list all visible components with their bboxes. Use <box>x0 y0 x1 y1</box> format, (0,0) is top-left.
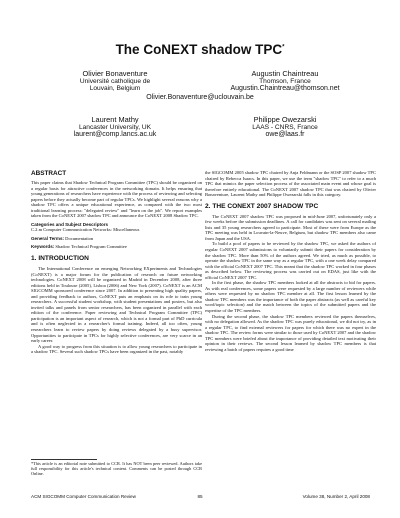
categories-line <box>31 222 202 233</box>
author-affiliation: Université catholique de <box>79 77 151 85</box>
keywords-line <box>31 244 202 250</box>
section-1-paragraph: A good way to progress from this situation is to allow young researchers to participate in a shadow TPC. Several such shadow TPCs have been organized in the past, notably <box>31 343 202 355</box>
author-email: laurent@comp.lancs.ac.uk <box>73 131 157 139</box>
keywords-text: Shadow Technical Program Committee <box>55 244 127 250</box>
author-block-1 <box>30 70 200 93</box>
general-terms-line <box>31 236 202 242</box>
paragraph: the SIGCOMM 2005 shadow TPC chaired by Anja Feldmann or the SOSP 2007 shadow TPC chaired by Rebecca Isaacs. In this paper, we use the term "shadow TPC" to refer to a much TPC that mimics the paper selection process of the associated main event and whose goal is therefore entirely educational. The CoNEXT 2007 shadow TPC that was chaired by Olivier Bonaventure, Laurent Mathy and Philippe Owezarski falls in this category. <box>205 170 376 198</box>
footer-volume: Volume 38, Number 2, April 2008 <box>302 494 370 499</box>
general-terms-text: Documentation <box>65 235 94 241</box>
author-email: Augustin.Chaintreau@thomson.net <box>230 85 340 93</box>
author-affiliation: Louvain, Belgium <box>89 85 141 93</box>
author-affiliation: Thomson, France <box>259 77 311 85</box>
keywords-label: Keywords: <box>31 244 55 250</box>
categories-label: Categories and Subject Descriptors <box>31 221 109 227</box>
left-column <box>31 170 202 355</box>
author-name: Philippe Owezarski <box>253 115 317 124</box>
section-2-paragraph: In the first phase, the shadow TPC members looked at all the abstracts to bid for papers. As with real conferences, some papers were requested by a large number of reviewers while others were requested by no shadow TPC member at all. The first lesson learned by the shadow TPC members was the importance of both the paper abstracts (as well as careful key word/topic selection) and the match between the topics of the submitted papers and the expertise of the TPC members. <box>205 280 376 314</box>
right-column <box>205 170 376 352</box>
author-block-4 <box>200 116 370 139</box>
author-email-shared: Olivier.Bonaventure@uclouvain.be <box>146 94 254 101</box>
categories-text: C.2.m Computer Communication Networks: Miscellaneous <box>31 227 140 233</box>
author-name: Augustin Chaintreau <box>251 69 319 78</box>
abstract-text: This paper claims that Shadow Technical Program Committee (TPC) should be organized on a regular basis for attractive conferences in the networking domain. It helps ensuring that young generations of researchers have experience with the process of reviewing and selecting papers before they actually become part of regular TPCs. We highlight several reasons why a shadow TPC offers a unique educational experience, as compared with the two most traditional learning process: "delegated review" and "learn on the job". We report examples taken from the CoNEXT 2007 shadow TPC and announce the CoNEXT 2008 Shadow TPC. <box>31 180 202 219</box>
section-2-heading: 2. THE CONEXT 2007 SHADOW TPC <box>205 202 319 210</box>
footnote: *This article is an editorial note submitted to CCR. It has NOT been peer reviewed. Authors take full responsibility for this article's technical content. Comments can be posted through CCR Online. <box>31 461 202 477</box>
section-1-heading: 1. INTRODUCTION <box>31 255 89 263</box>
footnote-rule <box>31 459 97 460</box>
abstract-heading: ABSTRACT <box>31 170 67 177</box>
section-1-paragraph: The International Conference on emerging Networking EXperiments and Technologies (CoNEXT) is a major forum for the publication of research on future networking technologies. CoNEXT 2008 will be organized in Madrid in December 2008, after three editions held in Toulouse (2005), Lisboa (2006) and New York (2007). CoNEXT is an ACM SIGCOMM sponsored conference since 2007. In addition to presenting high quality papers, and providing feedback to authors, CoNEXT puts an emphasis on its role to train young researchers. A successful student workshop, with student presentations and posters, but also invited talks and panels from senior researchers, has been organized in parallel with each edition of the conference. Paper reviewing and Technical Program Committee (TPC) participation is an important aspect of research, which is not a formal part of PhD curricula and is often neglected in a researcher's formal training. Indeed, all too often, young researchers learn to review papers by doing reviews delegated by a busy supervisor. Opportunities to participate in TPCs for highly selective conferences, are very scarce in an early career. <box>31 266 202 344</box>
general-terms-label: General Terms: <box>31 235 65 241</box>
author-affiliation: Lancaster University, UK <box>78 123 152 131</box>
section-2-paragraph: During the second phase, the shadow TPC members reviewed the papers themselves, with no delegation allowed. As the shadow TPC was purely educational, we did not try, as in a regular TPC, to find external reviewers for papers for which there was no expert in the shadow TPC. The review forms were similar to those used by CoNEXT 2007 and the shadow TPC members were briefed about the importance of providing detailed text motivating their opinion in their reviews. The second lesson learned by shadow TPC members is that reviewing a batch of papers requires a good time <box>205 313 376 352</box>
section-2-paragraph: To build a pool of papers to be reviewed by the shadow TPC, we asked the authors of regular CoNEXT 2007 submissions to voluntarily submit their papers for consideration by the shadow TPC. More than 50% of the authors agreed. We tried, as much as possible, to operate the shadow TPC in the same way as a regular TPC, with a one week delay compared with the official CoNEXT 2007 TPC. This meant that the shadow TPC worked in four phases as described below. The reviewing process was carried out on EDAS, just like with the official CoNEXT 2007 TPC. <box>205 241 376 280</box>
author-affiliation: LAAS - CNRS, France <box>252 123 318 131</box>
title-footnote-mark: * <box>282 44 285 51</box>
paper-title: The CoNEXT shadow TPC* <box>115 42 285 57</box>
author-name: Olivier Bonaventure <box>82 69 148 78</box>
author-block-2 <box>200 70 370 93</box>
author-email: owe@laas.fr <box>265 131 305 139</box>
author-block-3 <box>30 116 200 139</box>
section-2-paragraph: The CoNEXT 2007 shadow TPC was proposed in mid-June 2007, unfortunately only a few weeks before the submission deadlines. A call for candidates was sent on several mailing lists and 35 young researchers agreed to participate. Most of these were from Europe as the TPC meeting was held in Louvain-la-Neuve, Belgium, but shadow TPC members also came from Japan and the USA. <box>205 213 376 241</box>
footer-page-number: 85 <box>197 494 203 499</box>
author-name: Laurent Mathy <box>91 115 139 124</box>
footer-journal: ACM SIGCOMM Computer Communication Review <box>31 494 136 499</box>
